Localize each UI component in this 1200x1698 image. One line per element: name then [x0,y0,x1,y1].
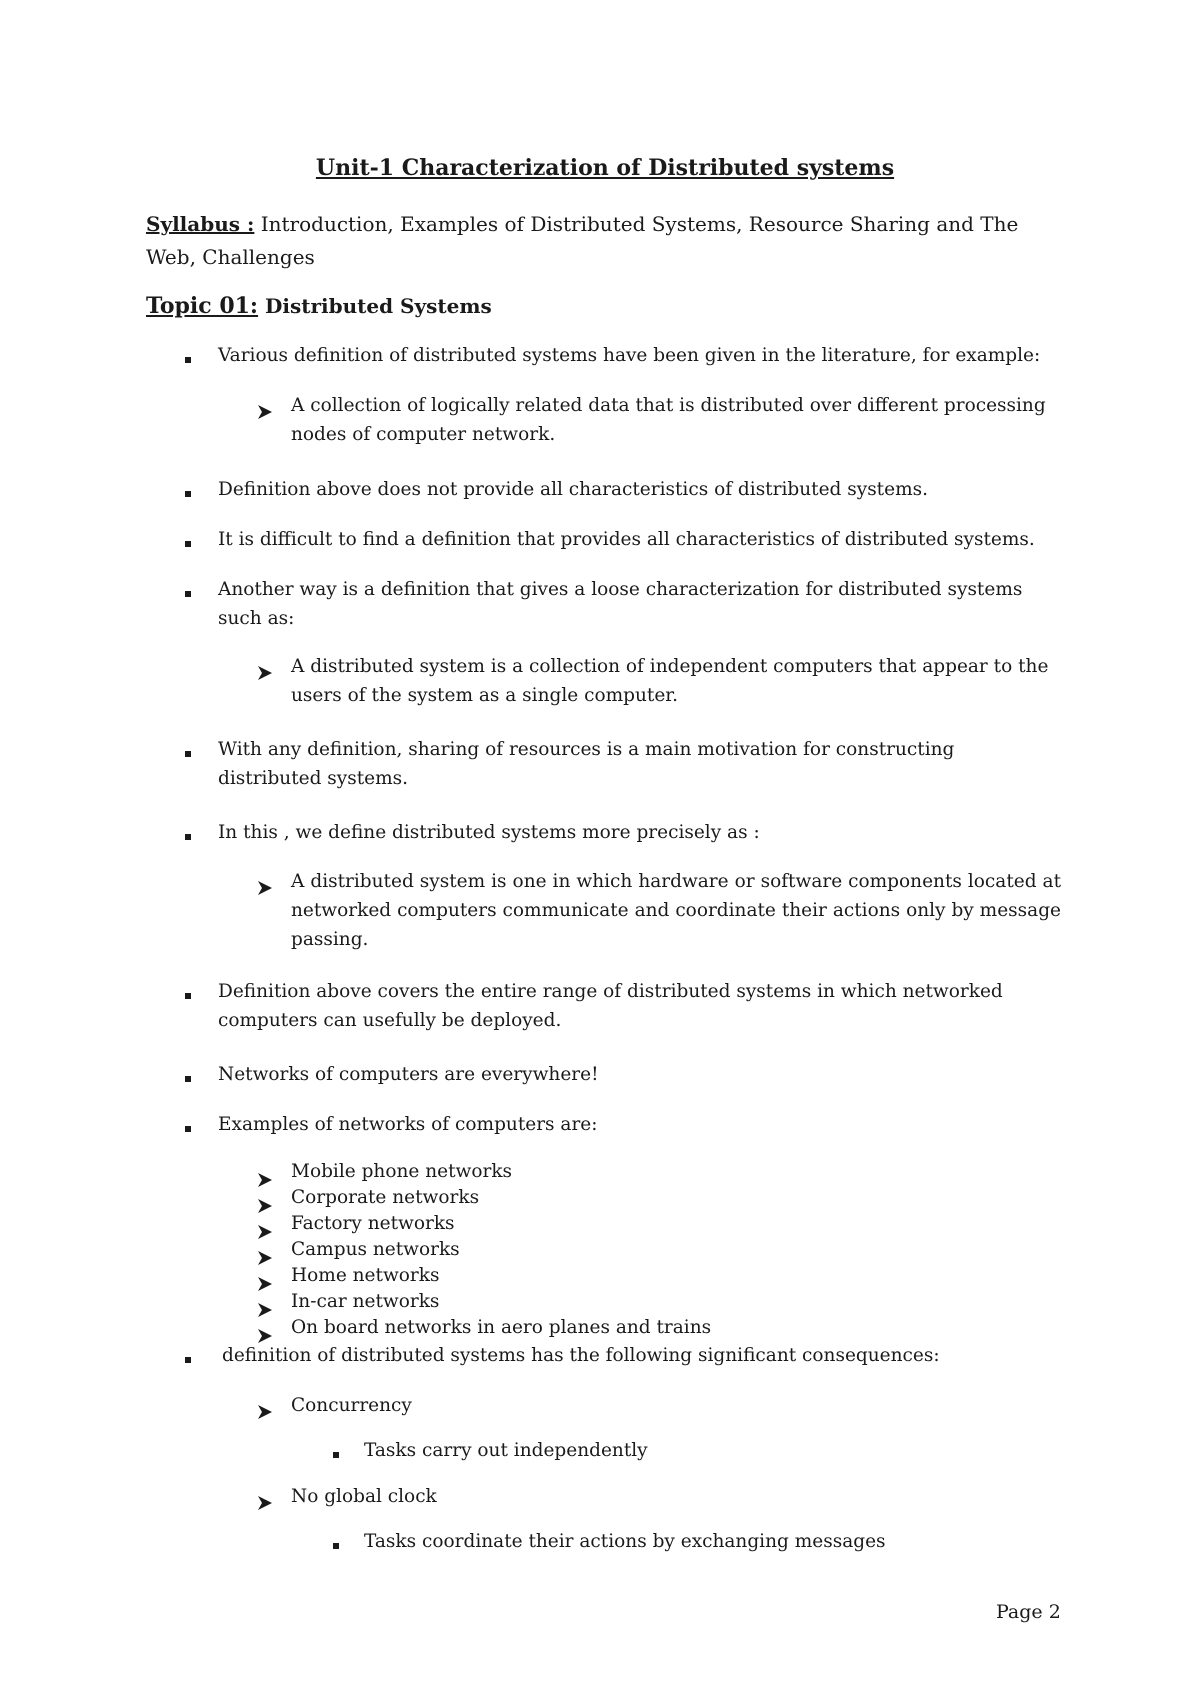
list-item: Tasks coordinate their actions by exchanging messages [364,1531,886,1552]
square-bullet-icon [185,541,191,547]
square-bullet-icon [185,491,191,497]
topic-name: Distributed Systems [258,294,492,318]
list-item: Campus networks [291,1239,460,1260]
topic-label: Topic 01: [146,293,259,319]
arrowhead-bullet-icon [257,1198,273,1214]
arrowhead-bullet-icon [257,1276,273,1292]
arrowhead-bullet-icon [257,1495,273,1511]
arrowhead-bullet-icon [257,404,273,420]
list-item: Definition above covers the entire range of distributed systems in which networked computers can usefully be deployed. [218,981,1003,1031]
square-bullet-icon [333,1543,339,1549]
arrowhead-bullet-icon [257,1224,273,1240]
list-item: Examples of networks of computers are: [218,1114,598,1135]
arrowhead-bullet-icon [257,1404,273,1420]
square-bullet-icon [185,834,191,840]
square-bullet-icon [185,591,191,597]
list-item: Corporate networks [291,1187,480,1208]
list-item: A distributed system is one in which hardware or software components located at networked computers communicate and coordinate their actions only by message passing. [291,871,1061,950]
list-item: Various definition of distributed systems have been given in the literature, for example: [218,345,1041,366]
square-bullet-icon [333,1452,339,1458]
square-bullet-icon [185,1126,191,1132]
arrowhead-bullet-icon [257,1302,273,1318]
list-item: definition of distributed systems has the following significant consequences: [222,1345,940,1366]
arrowhead-bullet-icon [257,1250,273,1266]
list-item: In-car networks [291,1291,440,1312]
arrowhead-bullet-icon [257,1172,273,1188]
page-title: Unit-1 Characterization of Distributed systems [315,155,895,181]
list-item: Networks of computers are everywhere! [218,1064,599,1085]
page-number: Page 2 [996,1601,1061,1623]
list-item: It is difficult to find a definition that provides all characteristics of distributed systems. [218,529,1035,550]
list-item: On board networks in aero planes and trains [291,1317,712,1338]
square-bullet-icon [185,751,191,757]
list-item: In this , we define distributed systems more precisely as : [218,822,760,843]
list-item: Another way is a definition that gives a loose characterization for distributed systems such as: [218,579,1023,629]
square-bullet-icon [185,357,191,363]
list-item: Mobile phone networks [291,1161,513,1182]
list-item: Definition above does not provide all characteristics of distributed systems. [218,479,928,500]
syllabus-text: Introduction, Examples of Distributed Systems, Resource Sharing and The Web, Challenges [146,212,1019,269]
square-bullet-icon [185,993,191,999]
list-item: Concurrency [291,1395,412,1416]
topic-heading [146,293,492,319]
list-item: A distributed system is a collection of independent computers that appear to the users of the system as a single computer. [291,656,1049,706]
list-item: Tasks carry out independently [364,1440,648,1461]
arrowhead-bullet-icon [257,880,273,896]
square-bullet-icon [185,1357,191,1363]
syllabus-label: Syllabus : [146,212,255,236]
syllabus-paragraph [146,208,1046,274]
list-item: Home networks [291,1265,440,1286]
arrowhead-bullet-icon [257,665,273,681]
square-bullet-icon [185,1076,191,1082]
list-item: No global clock [291,1486,437,1507]
list-item: Factory networks [291,1213,455,1234]
list-item: With any definition, sharing of resources is a main motivation for constructing distributed systems. [218,739,955,789]
list-item: A collection of logically related data that is distributed over different processing nodes of computer network. [291,395,1046,445]
